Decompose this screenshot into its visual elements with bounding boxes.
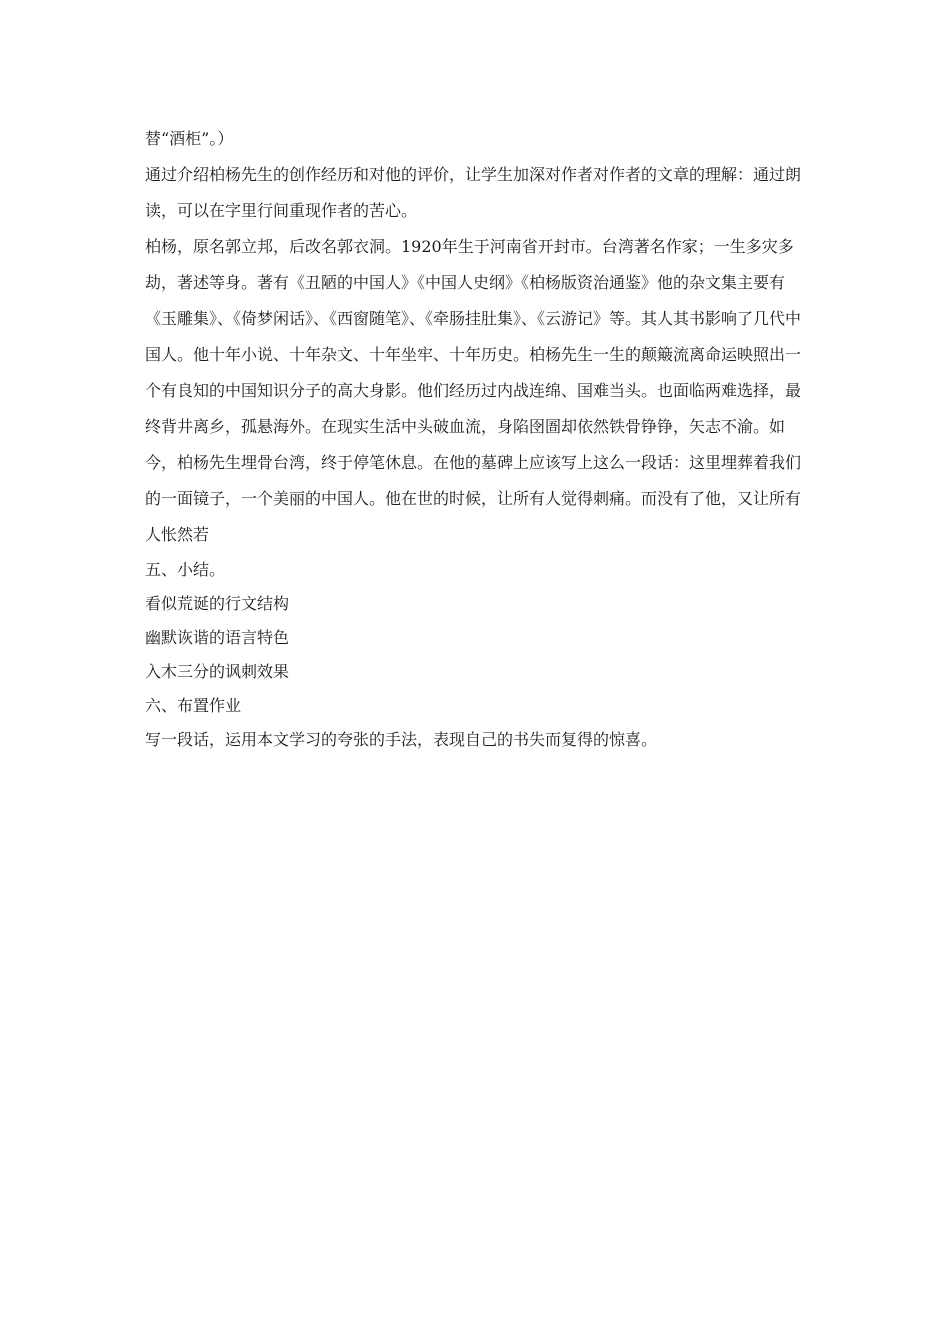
section-heading-summary: 五、小结。	[145, 560, 226, 579]
document-body	[145, 121, 809, 757]
summary-item-satire: 入木三分的讽刺效果	[145, 662, 290, 681]
paragraph-continuation: 替“酒柜”。）	[145, 129, 234, 148]
summary-item-structure: 看似荒诞的行文结构	[145, 594, 290, 613]
summary-item-language: 幽默诙谐的语言特色	[145, 628, 290, 647]
paragraph-introduction: 通过介绍柏杨先生的创作经历和对他的评价，让学生加深对作者对作者的文章的理解：通过朗读，可以在字里行间重现作者的苦心。	[145, 165, 802, 220]
paragraph-author-bio: 柏杨，原名郭立邦，后改名郭衣洞。1920年生于河南省开封市。台湾著名作家；一生多灾多劫，著述等身。著有《丑陋的中国人》《中国人史纲》《柏杨版资治通鉴》他的杂文集主要有《玉雕集》、《倚梦闲话》、《西窗随笔》、《牵肠挂肚集》、《云游记》等。其人其书影响了几代中国人。他十年小说、十年杂文、十年坐牢、十年历史。柏杨先生一生的颠簸流离命运映照出一个有良知的中国知识分子的高大身影。他们经历过内战连绵、国难当头。也面临两难选择，最终背井离乡，孤悬海外。在现实生活中头破血流，身陷囹圄却依然铁骨铮铮，矢志不渝。如今，柏杨先生埋骨台湾，终于停笔休息。在他的墓碑上应该写上这么一段话：这里埋葬着我们的一面镜子，一个美丽的中国人。他在世的时候，让所有人觉得刺痛。而没有了他，又让所有人怅然若	[145, 237, 802, 544]
section-heading-homework: 六、布置作业	[145, 696, 242, 715]
homework-instruction: 写一段话，运用本文学习的夸张的手法，表现自己的书失而复得的惊喜。	[145, 730, 658, 749]
